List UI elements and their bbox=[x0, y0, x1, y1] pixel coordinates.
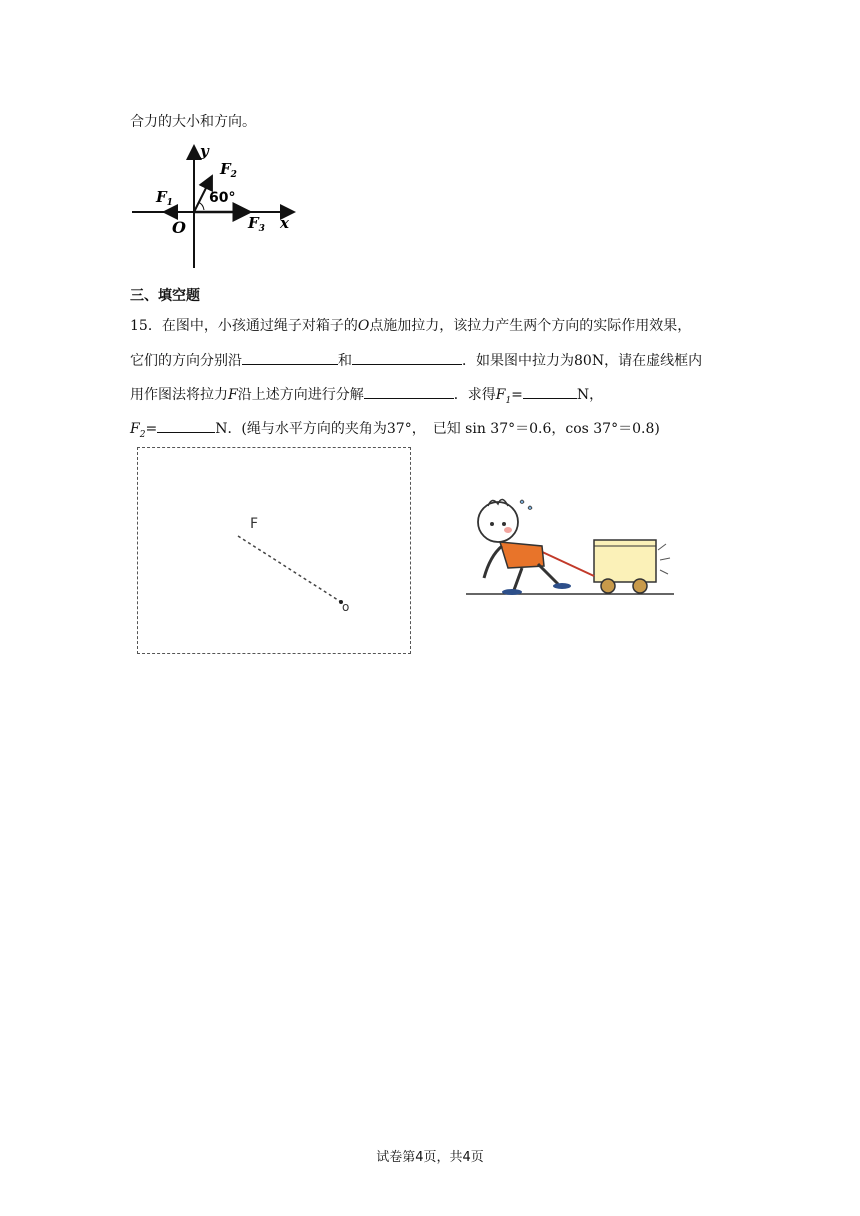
force-f-line bbox=[238, 536, 341, 602]
f1-label: $F_1$ bbox=[156, 188, 173, 208]
origin-label: O bbox=[172, 218, 186, 237]
force-f-label: F bbox=[250, 516, 259, 532]
child-head-icon bbox=[478, 502, 518, 542]
child-pulling-cart-illustration bbox=[462, 484, 678, 600]
drawing-box[interactable] bbox=[137, 447, 411, 654]
answer-blank-2[interactable] bbox=[352, 350, 462, 365]
question-line-3: 用作图法将拉力F沿上述方向进行分解 ．求得$F_1= N$， bbox=[130, 384, 603, 411]
y-axis-label: y bbox=[200, 142, 209, 160]
question-line-1: 15．在图中，小孩通过绳子对箱子的O点施加拉力，该拉力产生两个方向的实际作用效果， bbox=[130, 318, 692, 334]
answer-blank-f1[interactable] bbox=[523, 384, 577, 399]
f3-label: $F_3$ bbox=[248, 214, 265, 234]
child-body-icon bbox=[500, 542, 544, 568]
question-line-4: $F_2= N$．(绳与水平方向的夹角为37°， 已知 sin 37°＝0.6，cos 37°＝0.8) bbox=[130, 418, 660, 445]
answer-blank-1[interactable] bbox=[242, 350, 338, 365]
question-line-2: 它们的方向分别沿 和 ．如果图中拉力为80N，请在虚线框内 bbox=[130, 350, 702, 371]
f2-label: $F_2$ bbox=[220, 160, 237, 180]
carryover-text: 合力的大小和方向。 bbox=[130, 114, 256, 130]
x-axis-label: x bbox=[280, 214, 289, 232]
answer-blank-3[interactable] bbox=[364, 384, 454, 399]
wheel-icon bbox=[601, 579, 615, 593]
page-footer: 试卷第4页，共4页 bbox=[376, 1150, 484, 1165]
point-o-label: o bbox=[342, 600, 350, 614]
section-title: 三、填空题 bbox=[130, 288, 200, 304]
wheel-icon bbox=[633, 579, 647, 593]
force-diagram bbox=[128, 140, 308, 270]
angle-label: 60° bbox=[209, 190, 236, 206]
box-drawing bbox=[138, 448, 410, 653]
answer-blank-f2[interactable] bbox=[157, 418, 215, 433]
